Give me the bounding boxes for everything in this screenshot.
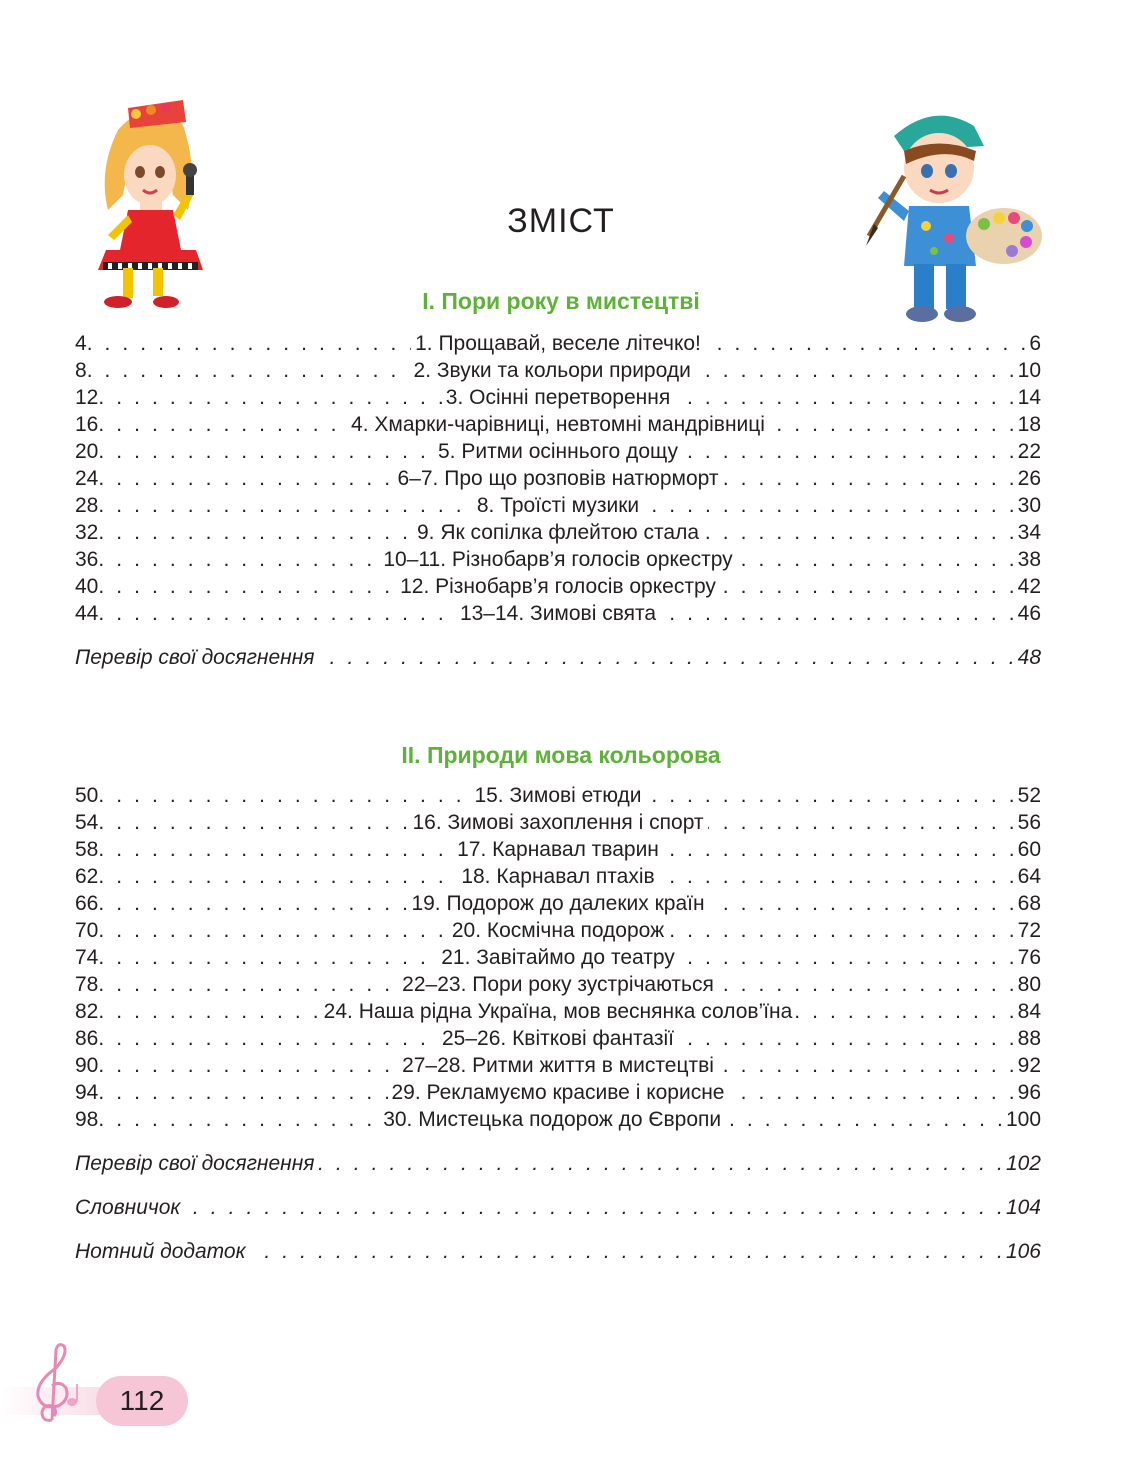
lesson-title: 20. Космічна подорож: [451, 919, 665, 942]
end-page: 64: [1017, 865, 1041, 888]
leader-dots: [98, 863, 457, 890]
start-page: 86: [75, 1027, 99, 1050]
start-page: 36: [75, 548, 99, 571]
end-page: 72: [1017, 919, 1042, 942]
toc-row: [75, 330, 1041, 357]
leader-dots: [319, 1150, 1006, 1177]
lesson-title: 6–7. Про що розповів натюрморт: [397, 467, 719, 490]
lesson-title: 5. Ритми осіннього дощу: [437, 440, 679, 463]
lesson-title: 12. Різнобарв’я голосів оркестру: [400, 575, 716, 598]
leader-dots: [729, 1079, 1018, 1106]
section-title-2: ІІ. Природи мова кольорова: [401, 742, 721, 768]
leader-dots: [643, 492, 1018, 519]
toc-row: [75, 519, 1041, 546]
start-page: 4: [75, 332, 87, 355]
end-page: 76: [1017, 946, 1042, 969]
leader-dots: [98, 1025, 438, 1052]
leader-dots: [98, 411, 347, 438]
leader-dots: [725, 1106, 1006, 1133]
leader-dots: [98, 465, 393, 492]
leader-dots: [184, 1194, 1006, 1221]
page-number-ref: 106: [1005, 1240, 1041, 1263]
leader-dots: [682, 438, 1018, 465]
lesson-title: 17. Карнавал тварин: [457, 838, 659, 861]
toc-row: [75, 465, 1041, 492]
appendix-row: [75, 1238, 1041, 1265]
end-page: 88: [1017, 1027, 1042, 1050]
leader-dots: [98, 546, 379, 573]
leader-dots: [98, 890, 407, 917]
lesson-title: 16. Зимові захоплення і спорт: [412, 811, 704, 834]
toc-row: [75, 492, 1041, 519]
toc-section-1: [75, 330, 1041, 627]
page-title: ЗМІСТ: [507, 202, 615, 240]
leader-dots: [98, 438, 434, 465]
leader-dots: [98, 573, 396, 600]
end-page: 68: [1017, 892, 1042, 915]
leader-dots: [674, 384, 1017, 411]
lesson-title: 19. Подорож до далеких країн: [411, 892, 705, 915]
start-page: 44: [75, 602, 99, 625]
end-page: 38: [1017, 548, 1041, 571]
end-page: 10: [1017, 359, 1041, 382]
page-number-ref: 104: [1005, 1196, 1041, 1219]
leader-dots: [98, 600, 456, 627]
toc-row: [75, 573, 1041, 600]
leader-dots: [98, 1052, 398, 1079]
end-page: 42: [1017, 575, 1041, 598]
end-page: 14: [1017, 386, 1041, 409]
end-page: 34: [1017, 521, 1041, 544]
toc-row: [75, 917, 1041, 944]
leader-dots: [87, 330, 411, 357]
leader-dots: [660, 600, 1018, 627]
leader-dots: [679, 944, 1018, 971]
end-page: 80: [1017, 973, 1042, 996]
lesson-title: 4. Хмарки-чарівниці, невтомні мандрівниці: [351, 413, 765, 436]
lesson-title: 2. Звуки та кольори природи: [413, 359, 691, 382]
lesson-title: 8. Троїсті музики: [476, 494, 640, 517]
leader-dots: [250, 1238, 1006, 1265]
leader-dots: [678, 1025, 1018, 1052]
end-page: 92: [1017, 1054, 1041, 1077]
start-page: 54: [75, 811, 99, 834]
end-page: 26: [1017, 467, 1042, 490]
leader-dots: [663, 836, 1018, 863]
leader-dots: [695, 357, 1018, 384]
leader-dots: [718, 971, 1018, 998]
end-page: 96: [1017, 1081, 1041, 1104]
leader-dots: [98, 917, 448, 944]
toc-row: [75, 971, 1041, 998]
leader-dots: [98, 519, 413, 546]
lesson-title: 13–14. Зимові свята: [459, 602, 657, 625]
leader-dots: [98, 836, 453, 863]
leader-dots: [705, 330, 1029, 357]
start-page: 20: [75, 440, 99, 463]
lesson-title: 21. Завітаймо до театру: [441, 946, 675, 969]
check-label: Перевір свої досягнення: [75, 1152, 315, 1175]
start-page: 82: [75, 1000, 99, 1023]
leader-dots: [737, 546, 1018, 573]
glossary-label: Словничок: [75, 1196, 181, 1219]
toc-row: [75, 600, 1041, 627]
leader-dots: [98, 1079, 387, 1106]
lesson-title: 22–23. Пори року зустрічаються: [402, 973, 714, 996]
toc-row: [75, 1079, 1041, 1106]
leader-dots: [723, 465, 1018, 492]
appendix-label: Нотний додаток: [75, 1240, 246, 1263]
end-page: 56: [1017, 811, 1041, 834]
lesson-title: 24. Наша рідна Україна, мов веснянка солов’їна: [323, 1000, 793, 1023]
leader-dots: [98, 1106, 379, 1133]
start-page: 16: [75, 413, 99, 436]
toc-row: [75, 998, 1041, 1025]
glossary-row: [75, 1194, 1041, 1221]
start-page: 90: [75, 1054, 99, 1077]
leader-dots: [769, 411, 1018, 438]
leader-dots: [708, 809, 1018, 836]
start-page: 58: [75, 838, 99, 861]
start-page: 74: [75, 946, 99, 969]
start-page: 12: [75, 386, 99, 409]
end-page: 22: [1017, 440, 1041, 463]
end-page: 84: [1017, 1000, 1041, 1023]
start-page: 24: [75, 467, 99, 490]
lesson-title: 9. Як сопілка флейтою стала: [416, 521, 700, 544]
start-page: 32: [75, 521, 99, 544]
check-label: Перевір свої досягнення: [75, 646, 315, 669]
end-page: 18: [1017, 413, 1041, 436]
toc-row: [75, 809, 1041, 836]
start-page: 8: [75, 359, 87, 382]
start-page: 78: [75, 973, 99, 996]
toc-row: [75, 944, 1041, 971]
toc-row: [75, 863, 1041, 890]
lesson-title: 3. Осінні перетворення: [445, 386, 671, 409]
lesson-title: 27–28. Ритми життя в мистецтві: [402, 1054, 714, 1077]
start-page: 40: [75, 575, 99, 598]
toc-row: [75, 546, 1041, 573]
leader-dots: [796, 998, 1017, 1025]
toc-row: [75, 438, 1041, 465]
lesson-title: 15. Зимові етюди: [474, 784, 642, 807]
leader-dots: [87, 357, 410, 384]
start-page: 62: [75, 865, 99, 888]
lesson-title: 10–11. Різнобарв’я голосів оркестру: [383, 548, 733, 571]
page-number-ref: 102: [1005, 1152, 1041, 1175]
leader-dots: [98, 971, 398, 998]
toc-row: [75, 357, 1041, 384]
leader-dots: [718, 1052, 1018, 1079]
check-achievements-2: [75, 1150, 1041, 1177]
leader-dots: [646, 782, 1018, 809]
lesson-title: 30. Мистецька подорож до Європи: [383, 1108, 722, 1131]
toc-row: [75, 782, 1041, 809]
leader-dots: [98, 492, 473, 519]
start-page: 28: [75, 494, 99, 517]
lesson-title: 25–26. Квіткові фантазії: [442, 1027, 675, 1050]
leader-dots: [98, 998, 319, 1025]
leader-dots: [709, 890, 1018, 917]
lesson-title: 29. Рекламуємо красиве і корисне: [391, 1081, 725, 1104]
toc-row: [75, 1025, 1041, 1052]
leader-dots: [659, 863, 1018, 890]
toc-row: [75, 836, 1041, 863]
start-page: 94: [75, 1081, 99, 1104]
end-page: 52: [1017, 784, 1041, 807]
leader-dots: [720, 573, 1018, 600]
check-achievements-1: [75, 644, 1041, 671]
lesson-title: 1. Прощавай, веселе літечко!: [415, 332, 701, 355]
toc-row: [75, 411, 1041, 438]
start-page: 50: [75, 784, 99, 807]
leader-dots: [98, 944, 437, 971]
toc-section-2: [75, 782, 1041, 1133]
page-number: 112: [96, 1376, 188, 1426]
leader-dots: [668, 917, 1018, 944]
leader-dots: [98, 809, 408, 836]
end-page: 60: [1017, 838, 1041, 861]
toc-row: [75, 1052, 1041, 1079]
treble-clef-icon: [22, 1340, 86, 1430]
toc-row: [75, 890, 1041, 917]
lesson-title: 18. Карнавал птахів: [461, 865, 655, 888]
page-number-ref: 48: [1017, 646, 1041, 669]
start-page: 66: [75, 892, 99, 915]
end-page: 100: [1005, 1108, 1042, 1131]
leader-dots: [98, 782, 470, 809]
end-page: 6: [1029, 332, 1041, 355]
toc-row: [75, 1106, 1041, 1133]
end-page: 30: [1017, 494, 1042, 517]
start-page: 98: [75, 1108, 99, 1131]
leader-dots: [703, 519, 1018, 546]
leader-dots: [98, 384, 441, 411]
section-title-1: І. Пори року в мистецтві: [422, 288, 700, 314]
leader-dots: [319, 644, 1018, 671]
end-page: 46: [1017, 602, 1042, 625]
start-page: 70: [75, 919, 99, 942]
toc-row: [75, 384, 1041, 411]
